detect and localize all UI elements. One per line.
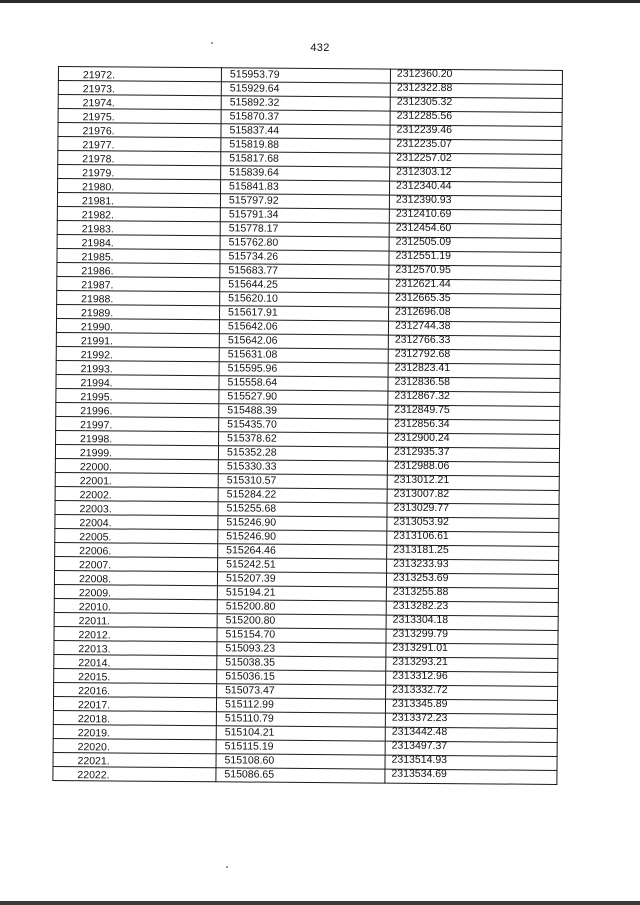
row-number-cell <box>57 220 220 235</box>
row-number-text: 21975. <box>82 111 115 124</box>
row-number-cell <box>57 234 220 249</box>
easting-cell <box>220 250 389 265</box>
northing-text: 2313012.21 <box>393 473 450 487</box>
easting-cell <box>217 614 386 629</box>
easting-text: 515255.68 <box>226 502 277 515</box>
easting-cell <box>216 726 385 741</box>
northing-text: 2313514.93 <box>391 753 448 767</box>
row-number-text: 21992. <box>80 349 113 362</box>
easting-cell <box>217 586 386 601</box>
coordinate-table-body <box>53 67 563 785</box>
row-number-cell <box>58 67 221 82</box>
easting-cell <box>218 558 387 573</box>
northing-text: 2313053.92 <box>393 515 449 529</box>
row-number-cell <box>56 374 219 389</box>
easting-text: 515086.65 <box>224 768 275 781</box>
northing-text: 2313312.96 <box>392 669 448 683</box>
easting-text: 515558.64 <box>227 376 278 389</box>
row-number-cell <box>57 193 220 208</box>
coordinate-table-container <box>52 66 563 785</box>
row-number-cell <box>53 724 216 739</box>
easting-cell <box>216 740 385 755</box>
easting-text: 515378.62 <box>227 432 277 445</box>
easting-text: 515734.26 <box>228 250 279 263</box>
northing-text: 2312823.41 <box>394 361 451 375</box>
row-number-text: 22019. <box>77 727 110 740</box>
scan-bottom-edge <box>0 901 640 905</box>
row-number-cell <box>53 766 216 781</box>
row-number-cell <box>57 304 220 319</box>
easting-cell <box>218 446 387 461</box>
northing-text: 2312665.35 <box>395 291 451 305</box>
row-number-cell <box>54 626 217 641</box>
northing-text: 2312257.02 <box>396 151 452 165</box>
northing-text: 2312551.19 <box>395 249 452 263</box>
row-number-text: 22008. <box>78 573 112 586</box>
easting-text: 515104.21 <box>224 726 275 739</box>
row-number-text: 22006. <box>79 545 112 558</box>
row-number-cell <box>53 710 216 725</box>
northing-text: 2313442.48 <box>391 725 448 739</box>
easting-text: 515073.47 <box>225 684 275 697</box>
row-number-text: 22014. <box>78 657 111 670</box>
easting-cell <box>217 656 386 671</box>
row-number-text: 21999. <box>79 447 113 460</box>
easting-text: 515038.35 <box>225 656 276 669</box>
easting-cell <box>218 474 387 489</box>
row-number-cell <box>53 696 216 711</box>
easting-cell <box>219 334 388 349</box>
row-number-text: 22013. <box>78 643 111 656</box>
easting-text: 515778.17 <box>228 222 279 235</box>
easting-text: 515817.68 <box>229 152 279 165</box>
northing-text: 2312235.07 <box>396 137 452 151</box>
row-number-cell <box>56 416 219 431</box>
row-number-text: 22018. <box>77 713 111 726</box>
northing-text: 2313299.79 <box>392 627 449 641</box>
northing-text: 2313332.72 <box>392 683 448 697</box>
easting-text: 515200.80 <box>225 614 276 627</box>
row-number-text: 21989. <box>81 307 114 320</box>
easting-text: 515246.90 <box>226 516 277 529</box>
easting-text: 515200.80 <box>225 600 276 613</box>
row-number-text: 22011. <box>78 615 111 628</box>
easting-text: 515264.46 <box>226 544 276 557</box>
easting-cell <box>218 544 387 559</box>
row-number-text: 21982. <box>81 209 115 222</box>
northing-text: 2312505.09 <box>395 235 452 249</box>
northing-text: 2312305.32 <box>396 95 453 109</box>
easting-text: 515093.23 <box>225 642 276 655</box>
row-number-cell <box>54 612 217 627</box>
row-number-cell <box>57 262 220 277</box>
northing-text: 2313007.82 <box>393 487 450 501</box>
easting-text: 515194.21 <box>225 586 276 599</box>
row-number-cell <box>58 95 221 110</box>
row-number-text: 22004. <box>79 517 112 530</box>
northing-text: 2312696.08 <box>395 305 451 319</box>
northing-text: 2313029.77 <box>393 501 450 515</box>
northing-text: 2312390.93 <box>395 193 452 207</box>
easting-text: 515112.99 <box>224 698 274 711</box>
row-number-text: 22003. <box>79 503 112 516</box>
easting-text: 515631.08 <box>227 348 278 361</box>
easting-text: 515642.06 <box>227 334 278 347</box>
row-number-cell <box>57 276 220 291</box>
easting-cell <box>217 670 386 685</box>
easting-cell <box>220 208 389 223</box>
easting-text: 515284.22 <box>226 488 277 501</box>
northing-text: 2313534.69 <box>391 767 447 781</box>
row-number-text: 22015. <box>78 671 111 684</box>
row-number-cell <box>54 640 217 655</box>
row-number-text: 21995. <box>80 391 113 404</box>
row-number-cell <box>55 486 218 501</box>
row-number-text: 21998. <box>80 433 113 446</box>
row-number-cell <box>54 584 217 599</box>
row-number-cell <box>53 752 216 767</box>
easting-text: 515488.39 <box>227 404 277 417</box>
northing-text: 2313233.93 <box>393 557 449 571</box>
row-number-text: 22010. <box>78 601 111 614</box>
northing-text: 2312454.60 <box>395 221 452 235</box>
easting-cell <box>220 292 389 307</box>
row-number-text: 21973. <box>82 83 115 96</box>
row-number-text: 21978. <box>82 153 115 166</box>
row-number-cell <box>56 430 219 445</box>
easting-cell <box>217 642 386 657</box>
row-number-text: 21977. <box>82 139 115 152</box>
northing-cell <box>385 769 557 784</box>
easting-cell <box>220 222 389 237</box>
easting-cell <box>218 460 387 475</box>
row-number-text: 21986. <box>81 265 114 278</box>
easting-cell <box>218 530 387 545</box>
easting-cell <box>219 390 388 405</box>
row-number-text: 21972. <box>82 69 116 82</box>
row-number-cell <box>55 542 218 557</box>
easting-cell <box>219 320 388 335</box>
row-number-text: 22022. <box>77 769 110 782</box>
coordinate-table <box>52 66 563 785</box>
row-number-cell <box>54 598 217 613</box>
easting-cell <box>218 516 387 531</box>
easting-cell <box>217 600 386 615</box>
easting-text: 515791.34 <box>228 208 279 221</box>
easting-cell <box>220 264 389 279</box>
easting-text: 515527.90 <box>227 390 278 403</box>
row-number-cell <box>56 360 219 375</box>
row-number-cell <box>56 402 219 417</box>
easting-text: 515352.28 <box>226 446 277 459</box>
easting-text: 515953.79 <box>229 68 280 81</box>
easting-cell <box>221 82 390 97</box>
easting-text: 515115.19 <box>224 740 274 753</box>
northing-text: 2312836.58 <box>394 375 451 389</box>
northing-text: 2312744.38 <box>394 319 451 333</box>
northing-text: 2312792.68 <box>394 347 451 361</box>
row-number-cell <box>58 137 221 152</box>
easting-cell <box>216 754 385 769</box>
row-number-text: 22000. <box>79 461 113 474</box>
northing-text: 2312900.24 <box>394 431 450 445</box>
row-number-text: 21976. <box>82 125 115 138</box>
row-number-cell <box>54 654 217 669</box>
easting-text: 515310.57 <box>226 474 277 487</box>
easting-cell <box>221 110 390 125</box>
easting-cell <box>221 138 390 153</box>
easting-text: 515797.92 <box>228 194 279 207</box>
northing-text: 2313497.37 <box>391 739 448 753</box>
row-number-cell <box>56 388 219 403</box>
easting-text: 515108.60 <box>224 754 275 767</box>
easting-cell <box>217 628 386 643</box>
row-number-text: 21981. <box>81 195 115 208</box>
row-number-cell <box>58 81 221 96</box>
row-number-cell <box>58 151 221 166</box>
easting-text: 515642.06 <box>227 320 278 333</box>
easting-cell <box>216 698 385 713</box>
row-number-cell <box>57 290 220 305</box>
row-number-text: 21991. <box>80 335 114 348</box>
northing-text: 2312849.75 <box>394 403 450 417</box>
row-number-text: 21979. <box>82 167 115 180</box>
row-number-cell <box>54 668 217 683</box>
easting-cell <box>221 166 390 181</box>
row-number-text: 21983. <box>81 223 114 236</box>
row-number-text: 22012. <box>78 629 111 642</box>
easting-cell <box>220 306 389 321</box>
row-number-text: 21984. <box>81 237 114 250</box>
northing-text: 2312410.69 <box>395 207 452 221</box>
northing-text: 2313255.88 <box>392 585 449 599</box>
northing-text: 2313304.18 <box>392 613 449 627</box>
row-number-cell <box>55 514 218 529</box>
scan-speck <box>226 866 228 868</box>
row-number-text: 21987. <box>81 279 114 292</box>
easting-cell <box>216 712 385 727</box>
easting-text: 515929.64 <box>229 82 280 95</box>
northing-text: 2312621.44 <box>395 277 451 291</box>
northing-text: 2312988.06 <box>393 459 450 473</box>
row-number-text: 22005. <box>79 531 112 544</box>
row-number-cell <box>55 444 218 459</box>
row-number-cell <box>56 332 219 347</box>
easting-cell <box>219 376 388 391</box>
easting-text: 515870.37 <box>229 110 280 123</box>
row-number-text: 21994. <box>80 377 113 390</box>
easting-text: 515036.15 <box>225 670 275 683</box>
easting-text: 515330.33 <box>226 460 277 473</box>
row-number-cell <box>58 179 221 194</box>
row-number-text: 21988. <box>81 293 114 306</box>
easting-cell <box>221 68 390 83</box>
northing-text: 2313291.01 <box>392 641 448 655</box>
easting-cell <box>217 684 386 699</box>
northing-text: 2312360.20 <box>396 67 453 81</box>
northing-text: 2313253.69 <box>392 571 449 585</box>
row-number-text: 22009. <box>78 587 112 600</box>
scan-top-edge <box>0 0 640 3</box>
row-number-cell <box>58 165 221 180</box>
easting-text: 515819.88 <box>229 138 280 151</box>
northing-text: 2312322.88 <box>396 81 453 95</box>
row-number-cell <box>57 248 220 263</box>
table-row <box>53 766 557 784</box>
northing-text: 2313372.23 <box>391 711 448 725</box>
easting-text: 515683.77 <box>228 264 279 277</box>
easting-text: 515207.39 <box>225 572 276 585</box>
row-number-cell <box>56 346 219 361</box>
row-number-cell <box>55 472 218 487</box>
row-number-text: 22021. <box>77 755 110 768</box>
northing-text: 2312935.37 <box>393 445 450 459</box>
easting-text: 515839.64 <box>229 166 279 179</box>
northing-text: 2313282.23 <box>392 599 449 613</box>
row-number-text: 22020. <box>77 741 110 754</box>
easting-cell <box>217 572 386 587</box>
scan-speck <box>211 42 213 44</box>
row-number-text: 22016. <box>78 685 111 698</box>
row-number-cell <box>54 682 217 697</box>
northing-text: 2312285.56 <box>396 109 453 123</box>
easting-cell <box>221 180 390 195</box>
row-number-text: 21993. <box>80 363 113 376</box>
easting-text: 515841.83 <box>229 180 279 193</box>
easting-text: 515246.90 <box>226 530 276 543</box>
easting-cell <box>221 152 390 167</box>
easting-cell <box>220 278 389 293</box>
easting-cell <box>219 404 388 419</box>
row-number-cell <box>53 738 216 753</box>
easting-text: 515595.96 <box>227 362 278 375</box>
row-number-text: 21996. <box>80 405 113 418</box>
northing-text: 2313106.61 <box>393 529 449 543</box>
row-number-cell <box>54 570 217 585</box>
row-number-cell <box>58 123 221 138</box>
easting-cell <box>220 194 389 209</box>
row-number-text: 21985. <box>81 251 114 264</box>
easting-cell <box>218 488 387 503</box>
northing-text: 2312867.32 <box>394 389 450 403</box>
easting-text: 515620.10 <box>228 292 278 305</box>
easting-cell <box>221 96 390 111</box>
easting-cell <box>220 236 389 251</box>
row-number-cell <box>56 318 219 333</box>
row-number-text: 22001. <box>79 475 112 488</box>
easting-cell <box>219 348 388 363</box>
easting-text: 515242.51 <box>226 558 276 571</box>
northing-text: 2312856.34 <box>394 417 450 431</box>
easting-text: 515435.70 <box>227 418 277 431</box>
row-number-cell <box>55 458 218 473</box>
easting-cell <box>218 502 387 517</box>
row-number-cell <box>55 528 218 543</box>
easting-text: 515154.70 <box>225 628 276 641</box>
row-number-text: 21997. <box>80 419 113 432</box>
page-number: 432 <box>310 42 330 54</box>
easting-text: 515892.32 <box>229 96 280 109</box>
northing-text: 2312239.46 <box>396 123 453 137</box>
row-number-cell <box>57 206 220 221</box>
easting-text: 515762.80 <box>228 236 279 249</box>
row-number-text: 22007. <box>79 559 112 572</box>
easting-cell <box>216 768 385 783</box>
northing-text: 2312303.12 <box>396 165 452 179</box>
row-number-text: 22017. <box>77 699 111 712</box>
row-number-text: 22002. <box>79 489 112 502</box>
easting-cell <box>221 124 390 139</box>
northing-text: 2312340.44 <box>396 179 452 193</box>
easting-text: 515617.91 <box>228 306 278 319</box>
row-number-cell <box>55 500 218 515</box>
row-number-text: 21974. <box>82 97 115 110</box>
row-number-text: 21990. <box>80 321 114 334</box>
row-number-text: 21980. <box>82 181 115 194</box>
easting-text: 515837.44 <box>229 124 280 137</box>
northing-text: 2313293.21 <box>392 655 448 669</box>
northing-text: 2313181.25 <box>393 543 449 557</box>
northing-text: 2312570.95 <box>395 263 451 277</box>
easting-text: 515110.79 <box>224 712 274 725</box>
northing-text: 2312766.33 <box>394 333 451 347</box>
row-number-cell <box>58 109 221 124</box>
row-number-cell <box>55 556 218 571</box>
easting-cell <box>219 418 388 433</box>
northing-text: 2313345.89 <box>391 697 448 711</box>
easting-cell <box>219 432 388 447</box>
easting-cell <box>219 362 388 377</box>
easting-text: 515644.25 <box>228 278 278 291</box>
